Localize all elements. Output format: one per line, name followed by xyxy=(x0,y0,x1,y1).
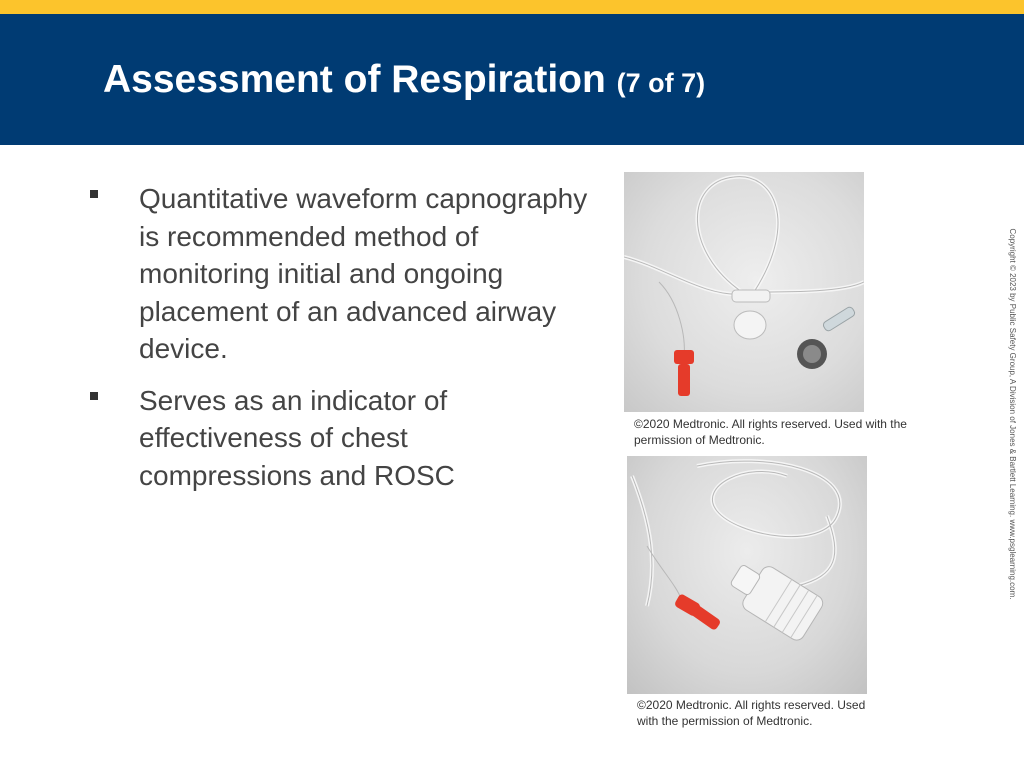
slide-title xyxy=(103,56,705,107)
copyright-notice: Copyright © 2023 by Public Safety Group, A Division of Jones & Bartlett Learning. www.psglearning.com. xyxy=(1008,228,1017,600)
bullet-item xyxy=(88,382,588,495)
bullet-text: Quantitative waveform capnography is recommended method of monitoring initial and ongoing placement of an advanced airway device. xyxy=(139,183,588,364)
image-caption: ©2020 Medtronic. All rights reserved. Used with the permission of Medtronic. xyxy=(634,417,907,447)
square-bullet-icon xyxy=(90,190,98,198)
capnography-sampling-line-photo xyxy=(627,456,867,694)
bullet-text: Serves as an indicator of effectiveness of chest compressions and ROSC xyxy=(139,384,455,491)
bullet-item xyxy=(88,180,588,368)
slide-title-suffix: (7 of 7) xyxy=(616,68,706,98)
bullet-list xyxy=(88,180,588,508)
slide-title-text: Assessment of Respiration xyxy=(103,58,606,101)
square-bullet-icon xyxy=(90,392,98,400)
image-caption: ©2020 Medtronic. All rights reserved. Used with the permission of Medtronic. xyxy=(637,698,866,728)
capnography-nasal-cannula-photo xyxy=(624,172,864,412)
accent-bar xyxy=(0,0,1024,14)
